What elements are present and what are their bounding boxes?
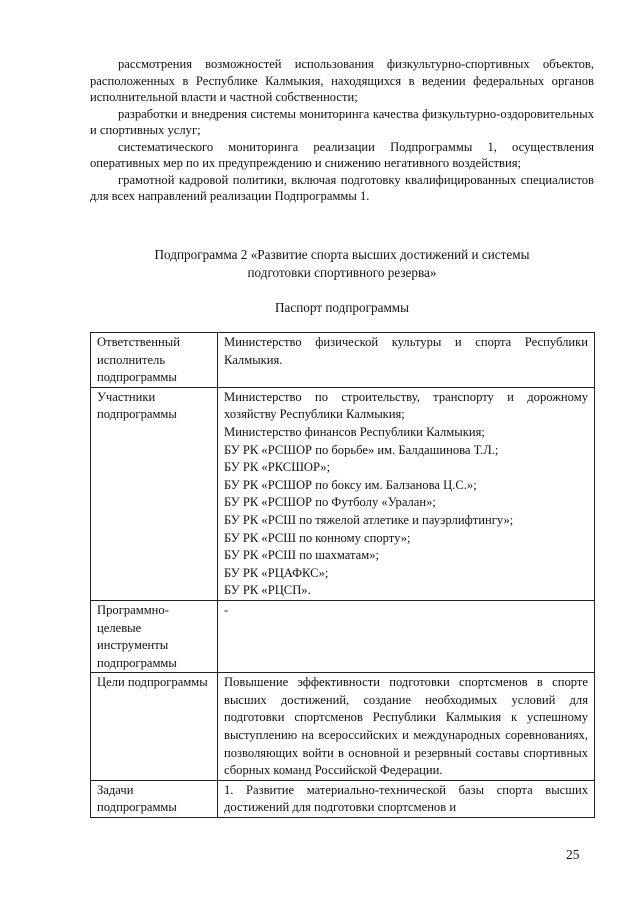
intro-paragraph: систематического мониторинга реализации Подпрограммы 1, осуществления оперативных мер по их предупреждению и снижению негативного воздействия;	[90, 139, 594, 170]
table-row	[91, 387, 595, 600]
row-value-line: Повышение эффективности подготовки спортсменов в спорте высших достижений, создание необходимых условий для подготовки спортсменов Республики Калмыкия к успешному выступлению на всероссийских и международных соревнованиях, позволяющих войти в основной и резервный составы спортивных сборных команд Российской Федерации.	[224, 675, 588, 778]
row-value-line: БУ РК «РСШ по конному спорту»;	[224, 530, 411, 545]
row-value-line: Министерство по строительству, транспорту и дорожному хозяйству Республики Калмыкия;	[224, 389, 588, 422]
intro-paragraph: разработки и внедрения системы мониторинга качества физкультурно-оздоровительных и спортивных услуг;	[90, 106, 594, 137]
row-value-line: Министерство физической культуры и спорта Республики Калмыкия.	[224, 335, 588, 367]
row-value-line: БУ РК «РЦАФКС»;	[224, 565, 329, 580]
table-row	[91, 673, 595, 781]
intro-paragraph: рассмотрения возможностей использования физкультурно-спортивных объектов, расположенных в Республике Калмыкия, находящихся в ведении федеральных органов исполнительной власти и частной собственности;	[90, 57, 594, 104]
passport-heading: Паспорт подпрограммы	[275, 300, 409, 315]
subprogram-title	[90, 246, 594, 282]
row-value-line: БУ РК «РСШОР по Футболу «Уралан»;	[224, 495, 436, 510]
passport-table	[90, 332, 595, 818]
intro-text	[90, 56, 594, 205]
row-label: Участники подпрограммы	[91, 387, 218, 600]
row-value-line: БУ РК «РСШОР по борьбе» им. Балдашинова Т.Л.;	[224, 442, 499, 457]
row-value-line: -	[224, 602, 229, 617]
row-label: Ответственный исполнитель подпрограммы	[91, 333, 218, 388]
subprogram-title-line: подготовки спортивного резерва»	[247, 265, 437, 280]
row-value-line: 1. Развитие материально-технической базы спорта высших достижений для подготовки спортсменов и	[224, 782, 588, 815]
table-row	[91, 780, 595, 817]
row-value	[218, 780, 595, 817]
row-value	[218, 600, 595, 672]
intro-paragraph: грамотной кадровой политики, включая подготовку квалифицированных специалистов для всех направлений реализации Подпрограммы 1.	[90, 172, 594, 203]
row-value-line: Министерство финансов Республики Калмыкия;	[224, 424, 485, 439]
row-label: Программно-целевые инструменты подпрограммы	[91, 600, 218, 672]
row-value-line: БУ РК «РКСШОР»;	[224, 460, 331, 475]
row-value-line: БУ РК «РСШ по тяжелой атлетике и пауэрлифтингу»;	[224, 512, 514, 527]
row-value-line: БУ РК «РЦСП».	[224, 583, 311, 598]
table-row	[91, 600, 595, 672]
table-row	[91, 333, 595, 388]
subprogram-title-line: Подпрограмма 2 «Развитие спорта высших достижений и системы	[154, 247, 530, 262]
row-value	[218, 387, 595, 600]
row-label: Цели подпрограммы	[91, 673, 218, 781]
row-value-line: БУ РК «РСШОР по боксу им. Балзанова Ц.С.»;	[224, 477, 477, 492]
row-value	[218, 333, 595, 388]
row-label: Задачи подпрограммы	[91, 780, 218, 817]
row-value-line: БУ РК «РСШ по шахматам»;	[224, 548, 380, 563]
page-number: 25	[566, 847, 580, 862]
row-value	[218, 673, 595, 781]
